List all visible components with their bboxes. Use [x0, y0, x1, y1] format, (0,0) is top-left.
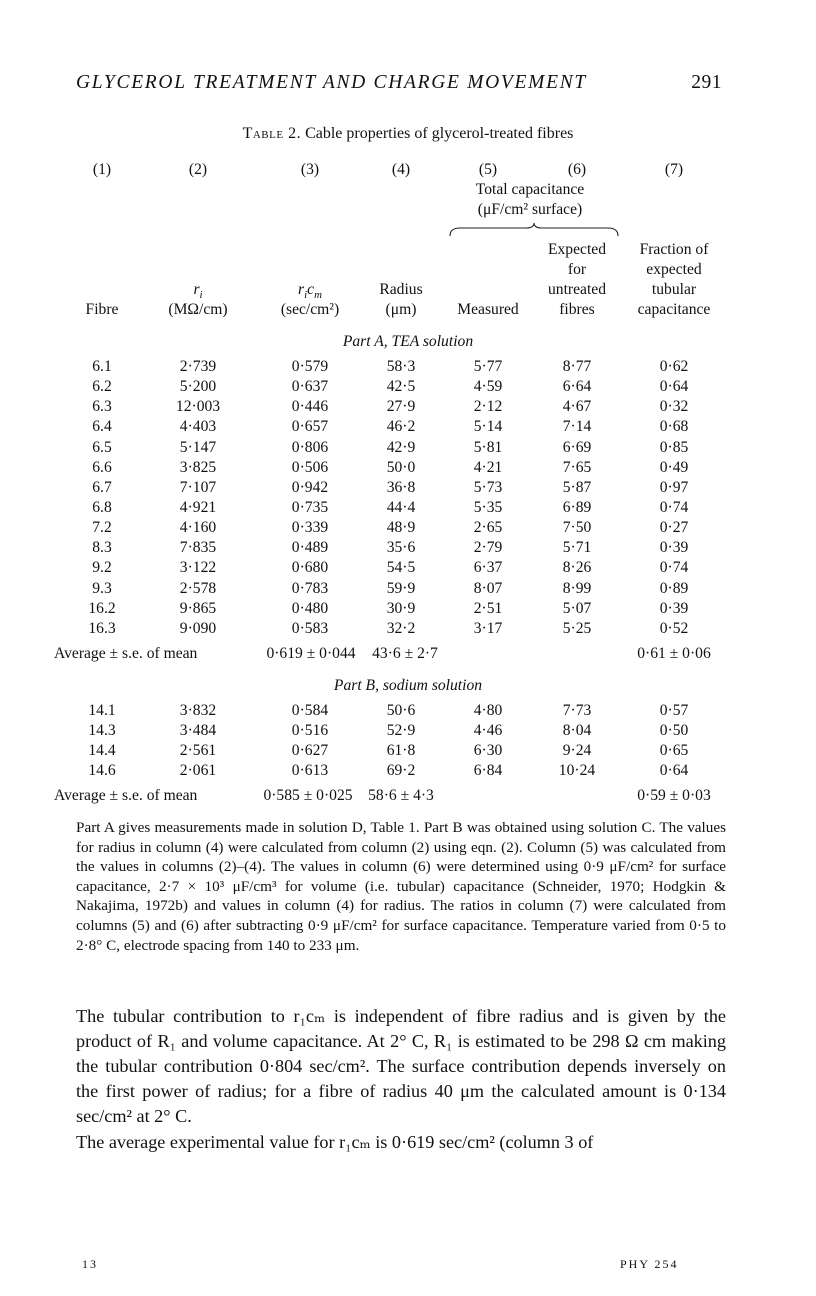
table-cell-expected: 7·50 [562, 519, 592, 537]
table-cell-measured: 8·07 [473, 579, 503, 597]
table-cell-radius: 35·6 [386, 539, 416, 557]
part-a-average-radius: 43·6 ± 2·7 [372, 645, 438, 662]
table-cell-ri: 12·003 [175, 398, 221, 416]
table-cell-measured: 6·30 [473, 742, 503, 760]
table-cell-measured: 4·59 [473, 378, 503, 396]
table-cell-measured: 4·80 [473, 702, 503, 719]
table-cell-ricm: 0·680 [291, 559, 329, 577]
table-cell-radius: 48·9 [386, 519, 416, 537]
table-cell-fibre: 6.7 [92, 478, 112, 496]
colnum-2: (2) [188, 161, 208, 178]
table-cell-fraction: 0·49 [659, 458, 689, 476]
table-cell-fraction: 0·39 [659, 599, 689, 617]
table-cell-radius: 46·2 [386, 418, 416, 436]
header-radius: Radius [379, 281, 423, 298]
table-cell-fibre: 6.4 [92, 418, 112, 436]
table-cell-fraction: 0·64 [659, 378, 689, 396]
table-cell-measured: 6·84 [473, 762, 503, 780]
table-cell-expected: 7·65 [562, 458, 592, 476]
header-fibre: Fibre [85, 301, 119, 318]
table-cell-ricm: 0·806 [291, 438, 329, 456]
table-cell-radius: 50·6 [386, 702, 416, 719]
table-cell-expected: 8·99 [562, 579, 592, 597]
part-b-average-fraction: 0·59 ± 0·03 [637, 787, 711, 804]
table-cell-ricm: 0·506 [291, 458, 329, 476]
footer-journal: PHY 254 [620, 1257, 679, 1271]
part-b-average-label: Average ± s.e. of mean [54, 787, 198, 804]
table-cell-fraction: 0·97 [659, 478, 689, 496]
table-cell-ri: 4·403 [179, 418, 217, 436]
table-cell-radius: 50·0 [386, 458, 416, 476]
table-cell-ri: 7·107 [179, 478, 217, 496]
header-measured: Measured [457, 301, 519, 318]
table-cell-fraction: 0·57 [659, 702, 689, 719]
table-cell-fibre: 9.2 [92, 559, 112, 577]
table-cell-fraction: 0·62 [659, 358, 689, 375]
table-cell-fibre: 6.2 [92, 378, 112, 396]
table-cell-fraction: 0·32 [659, 398, 689, 416]
table-cell-fraction: 0·52 [659, 619, 689, 637]
table-cell-fibre: 16.3 [88, 619, 116, 637]
table-cell-expected: 7·14 [562, 418, 592, 436]
table-cell-ri: 9·090 [179, 619, 217, 637]
table-cell-measured: 4·21 [473, 458, 503, 476]
running-title: GLYCEROL TREATMENT AND CHARGE MOVEMENT [76, 72, 587, 93]
table-cell-ri: 3·832 [179, 702, 217, 719]
table-cell-radius: 69·2 [386, 762, 416, 780]
table-cell-expected: 4·67 [562, 398, 592, 416]
body-paragraph-1: The tubular contribution to r₁cₘ is independent of fibre radius and is given by the product of R₁ and volume capacitance. At 2° C, R₁ is estimated to be 298 Ω cm making the tubular contribution 0·804 sec/cm². The surface contribution depends inversely on the first power of radius; for a fibre of radius 40 μm the calculated amount is 0·134 sec/cm² at 2° C. [76, 1006, 726, 1126]
header-expected-1: Expected [547, 241, 606, 258]
header-fraction-3: tubular [651, 281, 697, 298]
header-fraction-1: Fraction of [639, 241, 709, 258]
table-cell-measured: 5·14 [473, 418, 503, 436]
table-cell-radius: 36·8 [386, 478, 416, 496]
table-cell-measured: 5·35 [473, 498, 503, 516]
table-cell-fibre: 14.3 [88, 722, 116, 740]
table-cell-fibre: 8.3 [92, 539, 112, 557]
footnote-text: Part A gives measurements made in solution D, Table 1. Part B was obtained using solution C. The values for radius in column (4) were calculated from column (2) using eqn. (2). Column (5) was calculated from the values in columns (2)–(4). The values in column (6) were determined using 0·9 μF/cm² for surface capacitance, 2·7 × 10³ μF/cm³ for volume (i.e. tubular) capacitance (Schneider, 1970; Hodgkin & Nakajima, 1972b) and values in column (4) for radius. The ratios in column (7) were calculated from columns (5) and (6) after subtracting 0·9 μF/cm² for surface capacitance. Temperature varied from 0·5 to 2·8° C, electrode spacing from 140 to 233 μm. [76, 819, 726, 954]
part-a-average-label: Average ± s.e. of mean [54, 645, 198, 662]
table-cell-measured: 5·77 [473, 358, 503, 375]
colnum-6: (6) [567, 161, 587, 178]
table-cell-fraction: 0·85 [659, 438, 689, 456]
table-cell-fibre: 16.2 [88, 599, 116, 617]
table-title: Cable properties of glycerol-treated fibres [305, 125, 574, 142]
table-cell-expected: 5·71 [562, 539, 592, 557]
header-ri-symbol: $r_i$ [193, 281, 203, 302]
table-cell-ri: 4·160 [179, 519, 217, 537]
table-cell-radius: 58·3 [386, 358, 416, 375]
table-cell-fibre: 14.1 [88, 702, 116, 719]
table-cell-measured: 2·79 [473, 539, 503, 557]
table-cell-ricm: 0·339 [291, 519, 329, 537]
table-cell-expected: 6·69 [562, 438, 592, 456]
table-cell-fibre: 9.3 [92, 579, 112, 597]
table-cell-radius: 61·8 [386, 742, 416, 760]
table-cell-ri: 4·921 [179, 498, 217, 516]
body-text [76, 1004, 726, 1155]
table-cell-radius: 30·9 [386, 599, 416, 617]
part-b-title: Part B, sodium solution [333, 677, 483, 694]
table-cell-fraction: 0·50 [659, 722, 689, 740]
table-cell-radius: 59·9 [386, 579, 416, 597]
table-cell-ri: 2·739 [179, 358, 217, 375]
table-label: Table 2. [242, 125, 302, 142]
table-cell-fibre: 6.6 [92, 458, 112, 476]
table-cell-ri: 5·147 [179, 438, 217, 456]
table-cell-ri: 2·561 [179, 742, 217, 760]
table-cell-fraction: 0·27 [659, 519, 689, 537]
table-cell-expected: 6·64 [562, 378, 592, 396]
colnum-1: (1) [92, 161, 112, 178]
group-header-line1: Total capacitance [475, 181, 585, 198]
table-cell-expected: 10·24 [558, 762, 596, 780]
table-cell-radius: 42·9 [386, 438, 416, 456]
table-cell-expected: 6·89 [562, 498, 592, 516]
table-cell-expected: 5·87 [562, 478, 592, 496]
table-cell-expected: 8·04 [562, 722, 592, 740]
table-cell-radius: 42·5 [386, 378, 416, 396]
table-cell-ricm: 0·446 [291, 398, 329, 416]
table-cell-measured: 3·17 [473, 619, 503, 637]
table-cell-fraction: 0·65 [659, 742, 689, 760]
table-cell-fraction: 0·74 [659, 498, 689, 516]
table-cell-ricm: 0·627 [291, 742, 329, 760]
table-cell-ri: 9·865 [179, 599, 217, 617]
table-cell-measured: 4·46 [473, 722, 503, 740]
table-caption [0, 125, 816, 143]
table-cell-expected: 5·25 [562, 619, 592, 637]
header-expected-3: untreated [547, 281, 606, 298]
table-cell-ri: 2·061 [179, 762, 217, 780]
colnum-5: (5) [478, 161, 498, 178]
table-cell-ri: 3·825 [179, 458, 217, 476]
table-cell-radius: 44·4 [386, 498, 416, 516]
table-cell-ricm: 0·516 [291, 722, 329, 740]
table-cell-measured: 2·12 [473, 398, 503, 416]
table-cell-ricm: 0·783 [291, 579, 329, 597]
table-cell-ricm: 0·489 [291, 539, 329, 557]
colnum-3: (3) [300, 161, 320, 178]
table-cell-expected: 9·24 [562, 742, 592, 760]
table-cell-radius: 54·5 [386, 559, 416, 577]
table-cell-ricm: 0·637 [291, 378, 329, 396]
header-ri-unit: (MΩ/cm) [168, 301, 228, 318]
table-cell-measured: 6·37 [473, 559, 503, 577]
header-ricm-unit: (sec/cm²) [280, 301, 340, 318]
table-cell-ri: 7·835 [179, 539, 217, 557]
table-cell-fraction: 0·74 [659, 559, 689, 577]
part-a-average-ricm: 0·619 ± 0·044 [266, 645, 356, 662]
group-brace [448, 222, 620, 238]
table-cell-measured: 5·81 [473, 438, 503, 456]
table-cell-ricm: 0·480 [291, 599, 329, 617]
part-a-title: Part A, TEA solution [342, 333, 474, 350]
table-cell-fraction: 0·64 [659, 762, 689, 780]
table-cell-radius: 32·2 [386, 619, 416, 637]
table-cell-fibre: 14.6 [88, 762, 116, 780]
table-cell-measured: 2·51 [473, 599, 503, 617]
table-cell-ricm: 0·584 [291, 702, 329, 719]
table-cell-ricm: 0·613 [291, 762, 329, 780]
colnum-4: (4) [391, 161, 411, 178]
table-cell-measured: 2·65 [473, 519, 503, 537]
header-expected-2: for [567, 261, 587, 278]
table-cell-fibre: 14.4 [88, 742, 116, 760]
table-cell-expected: 5·07 [562, 599, 592, 617]
group-header-line2: (μF/cm² surface) [477, 201, 583, 218]
header-fraction-2: expected [646, 261, 702, 278]
table-footnote [76, 818, 726, 955]
table-cell-ri: 2·578 [179, 579, 217, 597]
table-cell-radius: 52·9 [386, 722, 416, 740]
table-cell-fibre: 6.1 [92, 358, 112, 375]
table-cell-fibre: 7.2 [92, 519, 112, 537]
table-cell-ricm: 0·579 [291, 358, 329, 375]
table-cell-ri: 5·200 [179, 378, 217, 396]
running-header [76, 72, 722, 94]
page-number: 291 [691, 72, 722, 93]
colnum-7: (7) [664, 161, 684, 178]
table-cell-ri: 3·484 [179, 722, 217, 740]
footer-signature: 13 [82, 1257, 98, 1271]
table-cell-fibre: 6.5 [92, 438, 112, 456]
part-a-average-fraction: 0·61 ± 0·06 [637, 645, 711, 662]
table-cell-fibre: 6.3 [92, 398, 112, 416]
table-cell-ricm: 0·657 [291, 418, 329, 436]
table-cell-fraction: 0·68 [659, 418, 689, 436]
table-cell-fraction: 0·39 [659, 539, 689, 557]
table-cell-fraction: 0·89 [659, 579, 689, 597]
table-cell-expected: 7·73 [562, 702, 592, 719]
table-cell-expected: 8·77 [562, 358, 592, 375]
table-cell-radius: 27·9 [386, 398, 416, 416]
table-cell-fibre: 6.8 [92, 498, 112, 516]
header-expected-4: fibres [559, 301, 595, 318]
table-cell-ri: 3·122 [179, 559, 217, 577]
body-paragraph-2: The average experimental value for r₁cₘ is 0·619 sec/cm² (column 3 of [76, 1132, 594, 1152]
table-cell-ricm: 0·583 [291, 619, 329, 637]
part-b-average-radius: 58·6 ± 4·3 [368, 787, 434, 804]
header-fraction-4: capacitance [637, 301, 711, 318]
table-cell-expected: 8·26 [562, 559, 592, 577]
header-ricm-symbol: $r_ic_m$ [298, 281, 322, 302]
part-b-average-ricm: 0·585 ± 0·025 [263, 787, 353, 804]
table-cell-measured: 5·73 [473, 478, 503, 496]
table-cell-ricm: 0·942 [291, 478, 329, 496]
table-cell-ricm: 0·735 [291, 498, 329, 516]
header-radius-unit: (μm) [385, 301, 417, 318]
